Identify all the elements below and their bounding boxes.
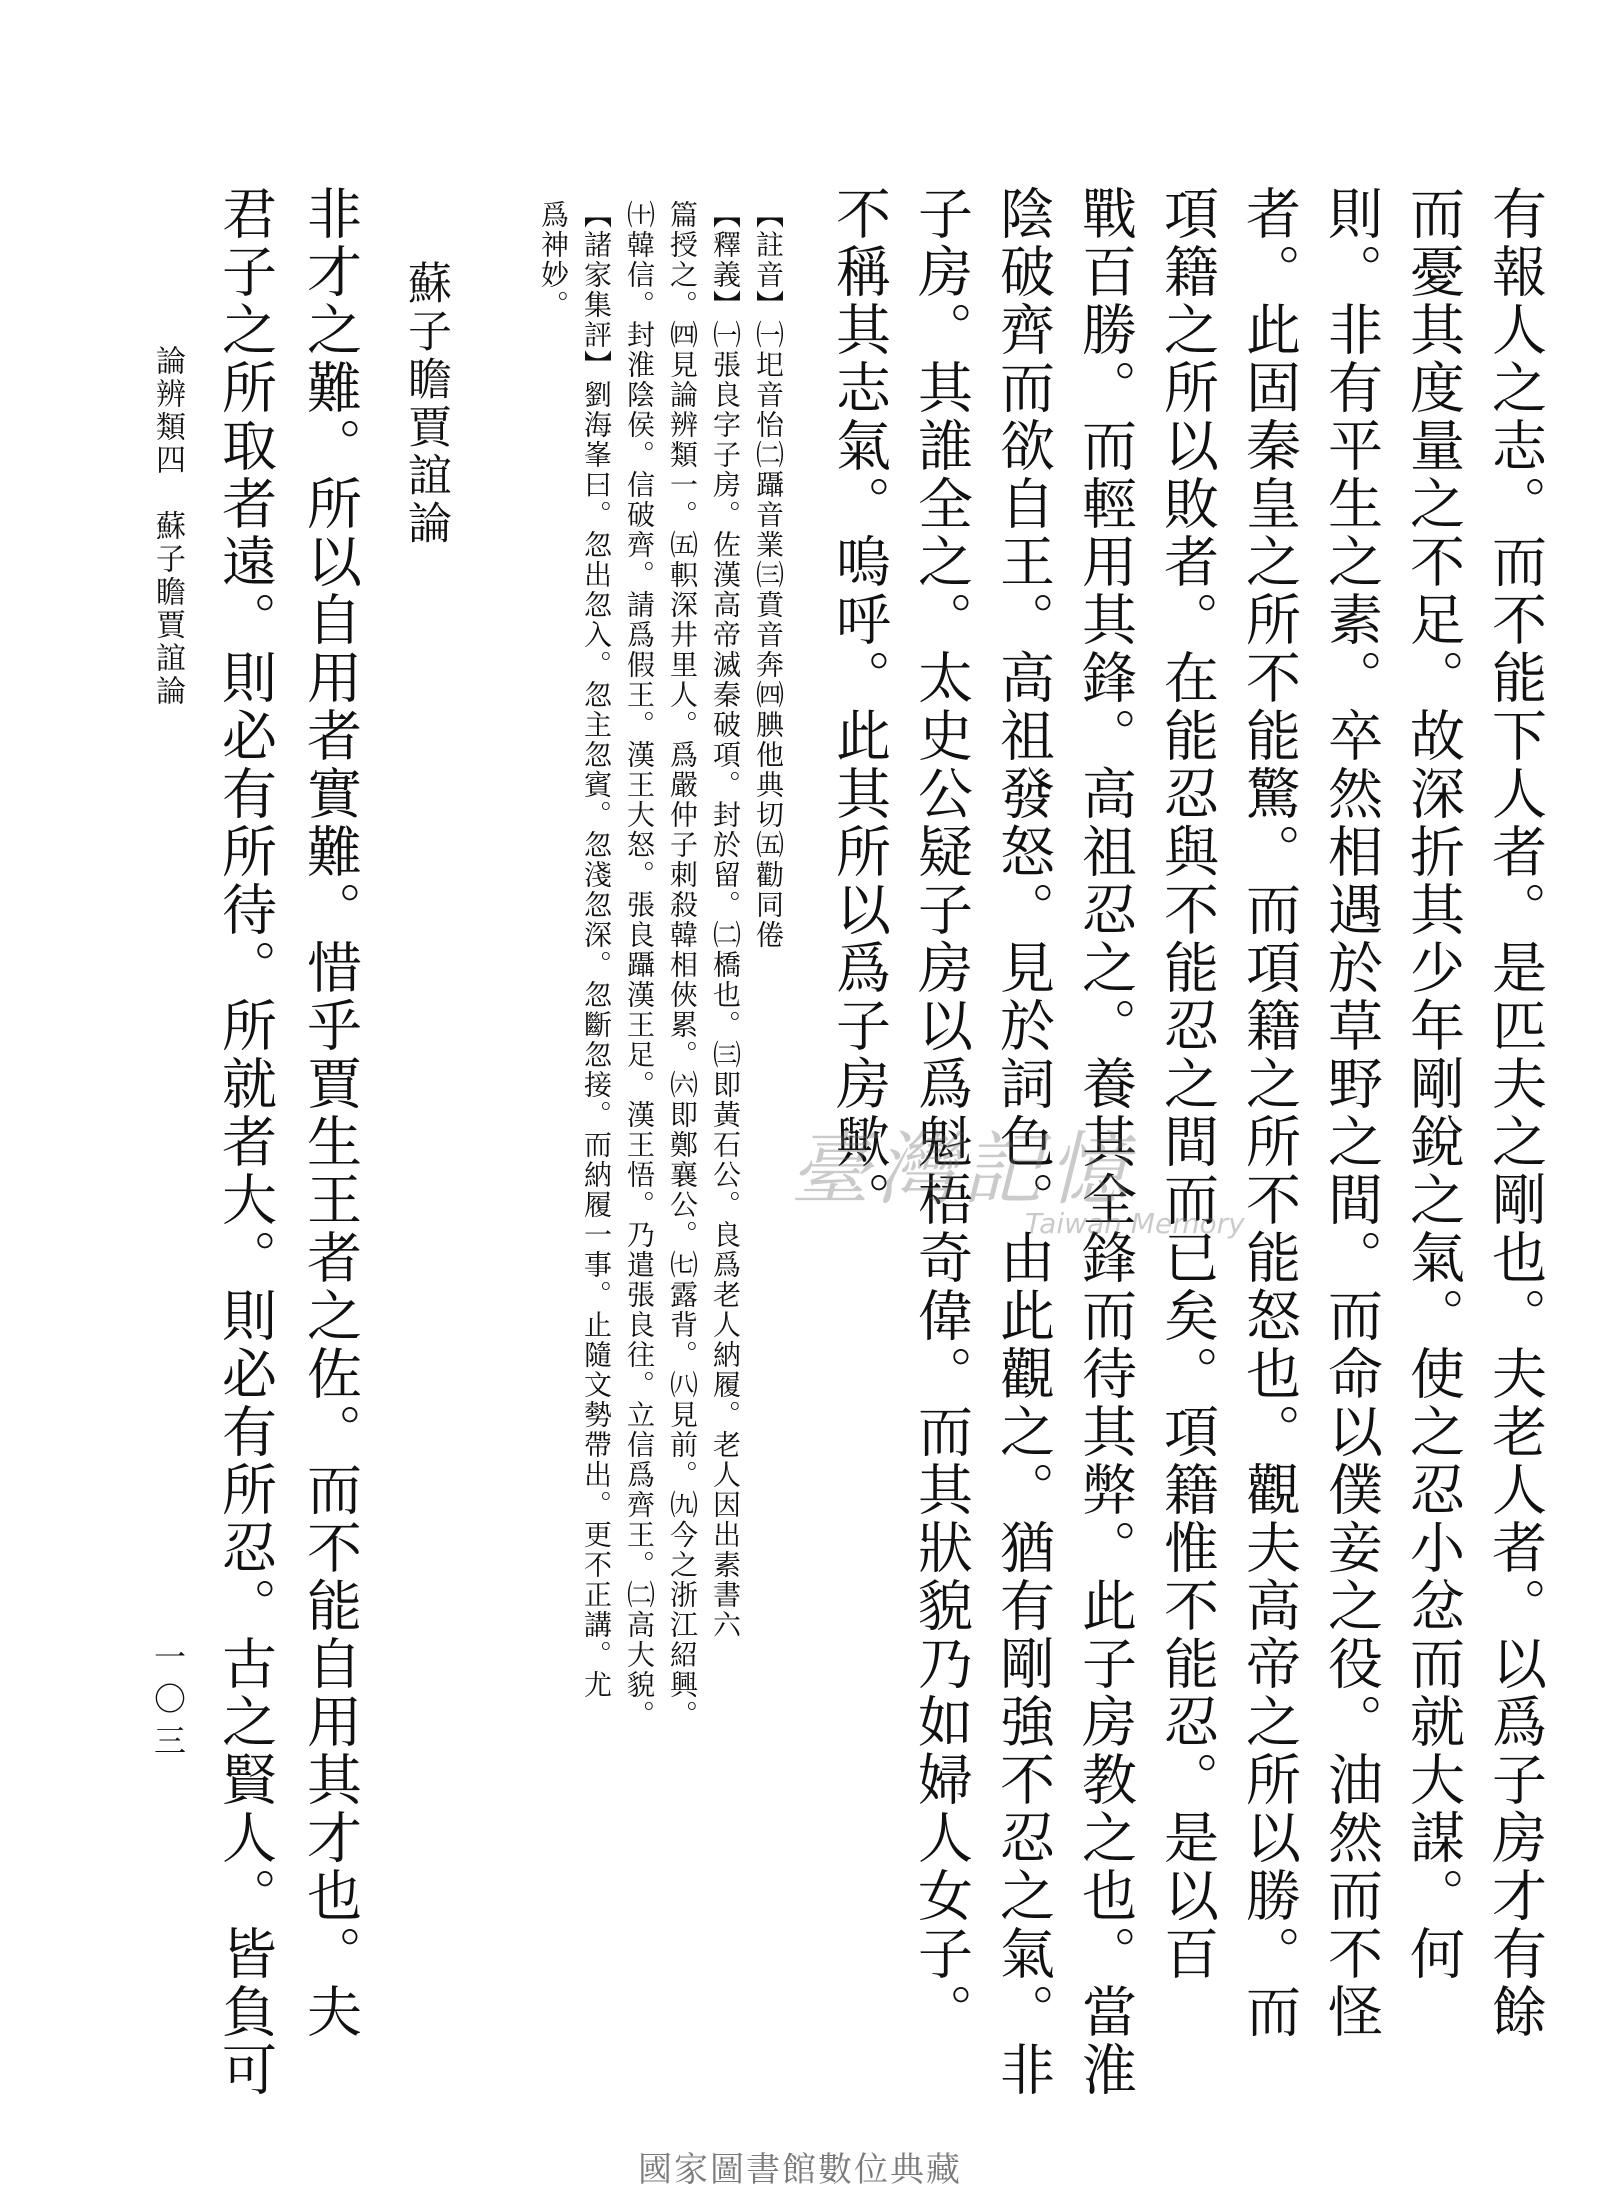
- main-text-column: 有報人之志。而不能下人者。是匹夫之剛也。夫老人者。以爲子房才有餘: [1483, 185, 1547, 2041]
- bottom-caption: 國家圖書館數位典藏: [638, 2150, 962, 2190]
- second-text-column: 君子之所取者遠。則必有所待。所就者大。則必有所忍。古之賢人。皆負可: [213, 185, 277, 2099]
- main-text-column: 不稱其志氣。嗚呼。此其所以爲子房歟。: [827, 185, 891, 1229]
- main-text-column: 項籍之所以敗者。在能忍與不能忍之間而已矣。項籍惟不能忍。是以百: [1155, 185, 1219, 1983]
- main-text-column: 戰百勝。而輕用其鋒。高祖忍之。養其全鋒而待其弊。此子房教之也。當淮: [1073, 185, 1137, 2099]
- section-title: 蘇子瞻賈誼論: [400, 260, 451, 548]
- watermark-logo: [790, 1125, 1270, 1255]
- note-column: 【註音】㈠圯音怡㈡躡音業㈢賁音奔㈣腆他典切㈤勸同倦: [752, 200, 785, 950]
- second-text-column: 非才之難。所以自用者實難。惜乎賈生王者之佐。而不能自用其才也。夫: [298, 185, 362, 2041]
- note-column: ㈩韓信。封淮陰侯。信破齊。請爲假王。漢王大怒。張良躡漢王足。漢王悟。乃遣張良往。立信爲齊王。㈡高大貌。: [623, 200, 656, 1730]
- note-column: 篇授之。㈣見論辨類一。㈤軹深井里人。爲嚴仲子刺殺韓相俠累。㈥即鄭襄公。㈦露背。㈧見前。㈨今之浙江紹興。: [666, 200, 699, 1730]
- main-text-column: 陰破齊而欲自王。高祖發怒。見於詞色。由此觀之。猶有剛強不忍之氣。非: [991, 185, 1055, 2099]
- main-text-column: 子房。其誰全之。太史公疑子房以爲魁梧奇偉。而其狀貌乃如婦人女子。: [909, 185, 973, 2041]
- note-column: 【釋義】㈠張良字子房。佐漢高帝滅秦破項。封於留。㈡橋也。㈢即黃石公。良爲老人納履。老人因出素書六: [709, 200, 742, 1640]
- note-column: 爲神妙。: [537, 200, 570, 320]
- note-column: 【諸家集評】劉海峯曰。忽出忽入。忽主忽賓。忽淺忽深。忽斷忽接。而納履一事。止隨文勢帶出。更不正講。尤: [580, 200, 613, 1700]
- main-text-column: 者。此固秦皇之所不能驚。而項籍之所不能怒也。觀夫高帝之所以勝。而: [1237, 185, 1301, 2041]
- watermark-subtext: Taiwan Memory: [1025, 1207, 1245, 1240]
- footer-label: 論辨類四 蘇子瞻賈誼論: [150, 345, 185, 708]
- watermark-text: 臺灣記憶: [790, 1123, 1134, 1216]
- page-number: 一〇三: [149, 1640, 187, 1766]
- main-text-column: 而憂其度量之不足。故深折其少年剛銳之氣。使之忍小忿而就大謀。何: [1401, 185, 1465, 1983]
- main-text-column: 則。非有平生之素。卒然相遇於草野之間。而命以僕妾之役。油然而不怪: [1319, 185, 1383, 2041]
